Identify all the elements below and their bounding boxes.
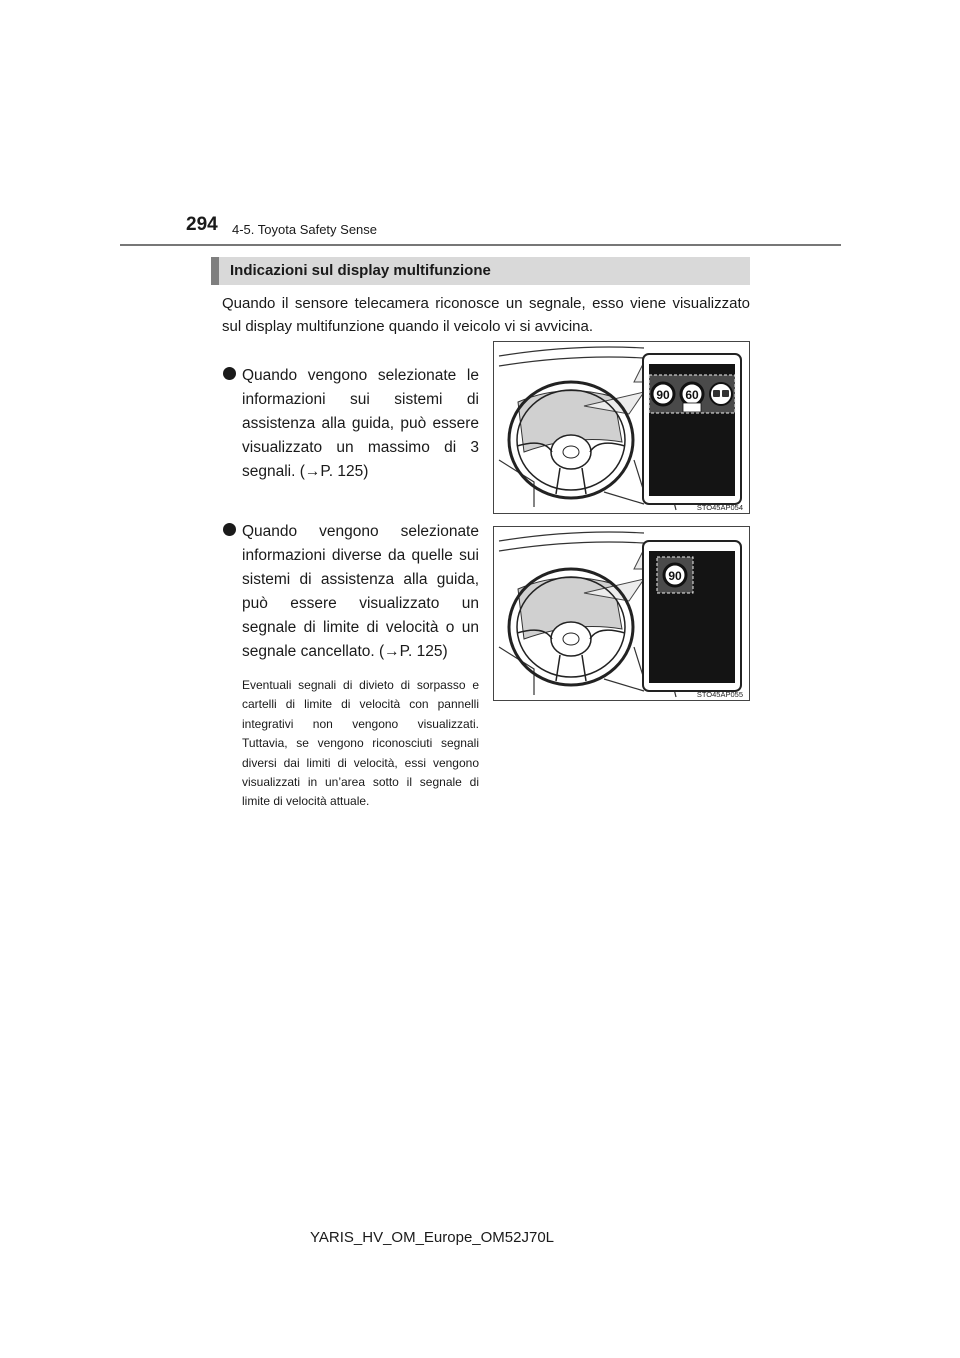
bullet-note: Eventuali segnali di divieto di sorpasso e cartelli di limite di velocità con pannelli integrativi non vengono visualizzati. Tuttavia, se vengono riconosciuti segnali diversi dai limiti di velocità, essi vengono visualizzati in un’area sotto il segnale di limite di velocità attuale. [242, 678, 479, 809]
figure-code: STO45AP055 [696, 690, 743, 699]
bullet-item-max-signs [223, 364, 479, 484]
bullet-dot-icon [223, 367, 236, 380]
bullet-item-single-sign [223, 520, 479, 812]
figure-single-sign [493, 526, 750, 701]
sign-label: 90 [668, 569, 682, 583]
figure-three-signs [493, 341, 750, 514]
figure-code: STO45AP054 [696, 503, 743, 512]
footer-document-id: YARIS_HV_OM_Europe_OM52J70L [310, 1229, 555, 1246]
dashboard-illustration [494, 342, 749, 513]
bullet-text: Quando vengono selezionate informazioni diverse da quelle sui sistemi di assistenza alla guida, può essere visualizzato un segnale di limite di velocità o un segnale cancellato. (→P. 125) [242, 523, 479, 660]
intro-paragraph: Quando il sensore telecamera riconosce un segnale, esso viene visualizzato sul display multifunzione quando il veicolo vi si avvicina. [222, 295, 750, 335]
sign-label: 90 [656, 388, 670, 402]
section-reference: 4-5. Toyota Safety Sense [232, 222, 378, 237]
dashboard-illustration [494, 527, 749, 700]
bullet-dot-icon [223, 523, 236, 536]
section-heading: Indicazioni sul display multifunzione [211, 257, 750, 285]
page-number: 294 [186, 214, 218, 235]
sign-label: 60 [685, 388, 699, 402]
header-divider [120, 244, 841, 246]
bullet-text: Quando vengono selezionate le informazioni sui sistemi di assistenza alla guida, può essere visualizzato un massimo di 3 segnali. (→P. 125) [242, 367, 479, 480]
